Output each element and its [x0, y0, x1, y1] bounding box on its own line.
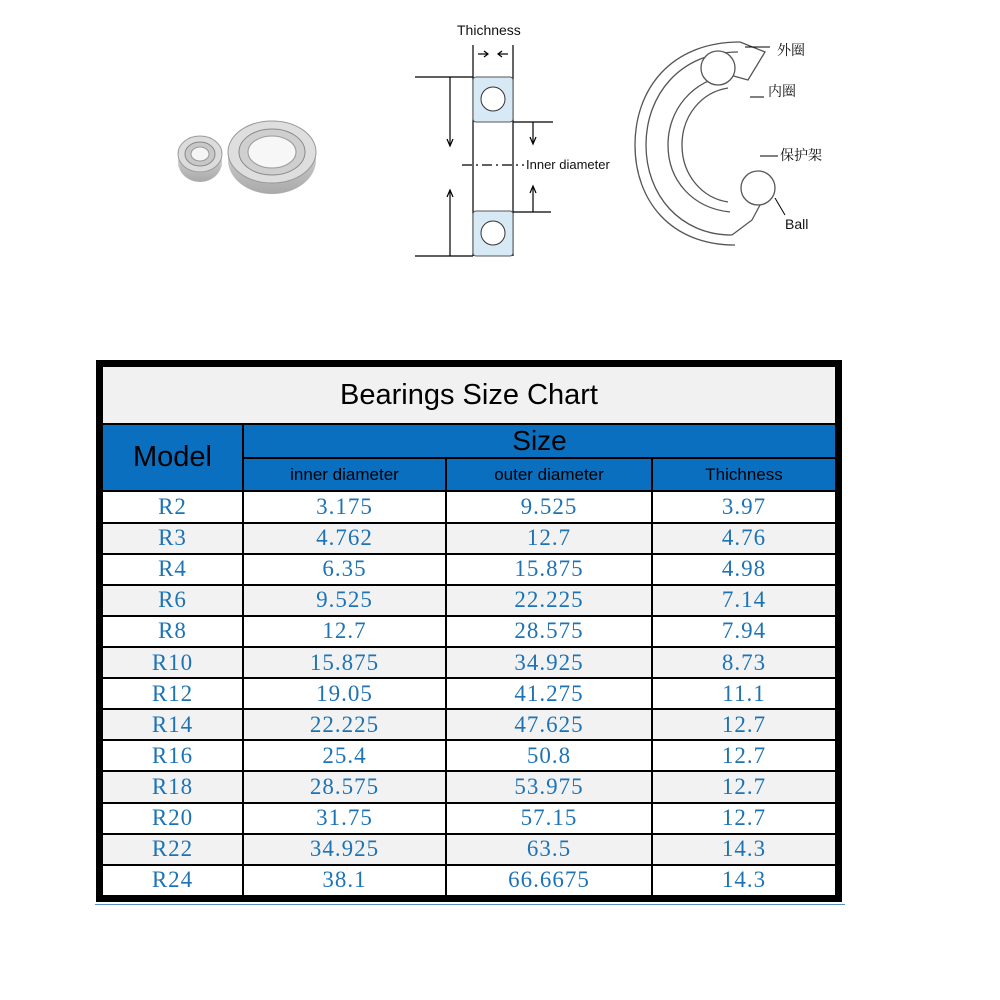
- thickness-cell: 14.3: [652, 834, 836, 865]
- thickness-cell: 11.1: [652, 678, 836, 709]
- model-cell: R4: [102, 554, 243, 585]
- cutaway-diagram: [630, 30, 850, 255]
- table-row: [102, 554, 836, 585]
- outer-cell: 9.525: [446, 491, 652, 522]
- inner-cell: 6.35: [243, 554, 446, 585]
- model-cell: R14: [102, 709, 243, 740]
- model-cell: R24: [102, 865, 243, 896]
- model-cell: R16: [102, 740, 243, 771]
- inner-cell: 38.1: [243, 865, 446, 896]
- model-cell: R8: [102, 616, 243, 647]
- outer-diameter-header: outer diameter: [446, 458, 652, 491]
- table-row: [102, 709, 836, 740]
- model-cell: R22: [102, 834, 243, 865]
- thickness-cell: 8.73: [652, 647, 836, 678]
- inner-cell: 3.175: [243, 491, 446, 522]
- inner-diameter-label: Inner diameter: [526, 157, 610, 172]
- dimension-diagram: [410, 15, 635, 265]
- thickness-cell: 3.97: [652, 491, 836, 522]
- model-header: Model: [102, 424, 243, 491]
- thickness-cell: 12.7: [652, 740, 836, 771]
- inner-cell: 4.762: [243, 523, 446, 554]
- ball-label: Ball: [785, 216, 809, 232]
- table-row: [102, 491, 836, 522]
- outer-cell: 12.7: [446, 523, 652, 554]
- thickness-cell: 14.3: [652, 865, 836, 896]
- cross-section-icon: [410, 15, 635, 265]
- thickness-cell: 4.98: [652, 554, 836, 585]
- inner-cell: 28.575: [243, 771, 446, 802]
- outer-cell: 22.225: [446, 585, 652, 616]
- bearings-image-icon: [165, 110, 325, 195]
- inner-cell: 12.7: [243, 616, 446, 647]
- inner-ring-label: 内圈: [768, 84, 796, 100]
- outer-cell: 53.975: [446, 771, 652, 802]
- table-row: [102, 523, 836, 554]
- inner-cell: 15.875: [243, 647, 446, 678]
- model-cell: R6: [102, 585, 243, 616]
- chart-title: Bearings Size Chart: [102, 366, 836, 424]
- cage-label: 保护架: [780, 148, 822, 164]
- inner-cell: 34.925: [243, 834, 446, 865]
- outer-cell: 63.5: [446, 834, 652, 865]
- outer-cell: 66.6675: [446, 865, 652, 896]
- thickness-label: Thichness: [457, 22, 521, 38]
- model-cell: R10: [102, 647, 243, 678]
- inner-cell: 22.225: [243, 709, 446, 740]
- outer-cell: 15.875: [446, 554, 652, 585]
- outer-cell: 28.575: [446, 616, 652, 647]
- outer-cell: 34.925: [446, 647, 652, 678]
- table-row: [102, 616, 836, 647]
- model-cell: R3: [102, 523, 243, 554]
- table-row: [102, 585, 836, 616]
- outer-cell: 50.8: [446, 740, 652, 771]
- cutaway-bearing-icon: [630, 30, 850, 255]
- inner-cell: 9.525: [243, 585, 446, 616]
- size-chart: [96, 360, 842, 902]
- thickness-cell: 7.14: [652, 585, 836, 616]
- table-row: [102, 834, 836, 865]
- table-row: [102, 803, 836, 834]
- inner-cell: 31.75: [243, 803, 446, 834]
- model-cell: R18: [102, 771, 243, 802]
- model-cell: R12: [102, 678, 243, 709]
- outer-cell: 41.275: [446, 678, 652, 709]
- inner-cell: 25.4: [243, 740, 446, 771]
- outer-ring-label: 外圈: [777, 43, 805, 59]
- thickness-cell: 12.7: [652, 709, 836, 740]
- table-row: [102, 740, 836, 771]
- divider: [95, 904, 845, 905]
- thickness-cell: 12.7: [652, 803, 836, 834]
- inner-cell: 19.05: [243, 678, 446, 709]
- thickness-cell: 4.76: [652, 523, 836, 554]
- table-row: [102, 771, 836, 802]
- size-table: [101, 365, 837, 897]
- thickness-cell: 7.94: [652, 616, 836, 647]
- thickness-header: Thichness: [652, 458, 836, 491]
- size-header: Size: [243, 424, 836, 458]
- outer-cell: 57.15: [446, 803, 652, 834]
- table-row: [102, 647, 836, 678]
- model-cell: R20: [102, 803, 243, 834]
- bearing-photo: [165, 110, 325, 195]
- table-row: [102, 865, 836, 896]
- outer-cell: 47.625: [446, 709, 652, 740]
- thickness-cell: 12.7: [652, 771, 836, 802]
- inner-diameter-header: inner diameter: [243, 458, 446, 491]
- model-cell: R2: [102, 491, 243, 522]
- table-row: [102, 678, 836, 709]
